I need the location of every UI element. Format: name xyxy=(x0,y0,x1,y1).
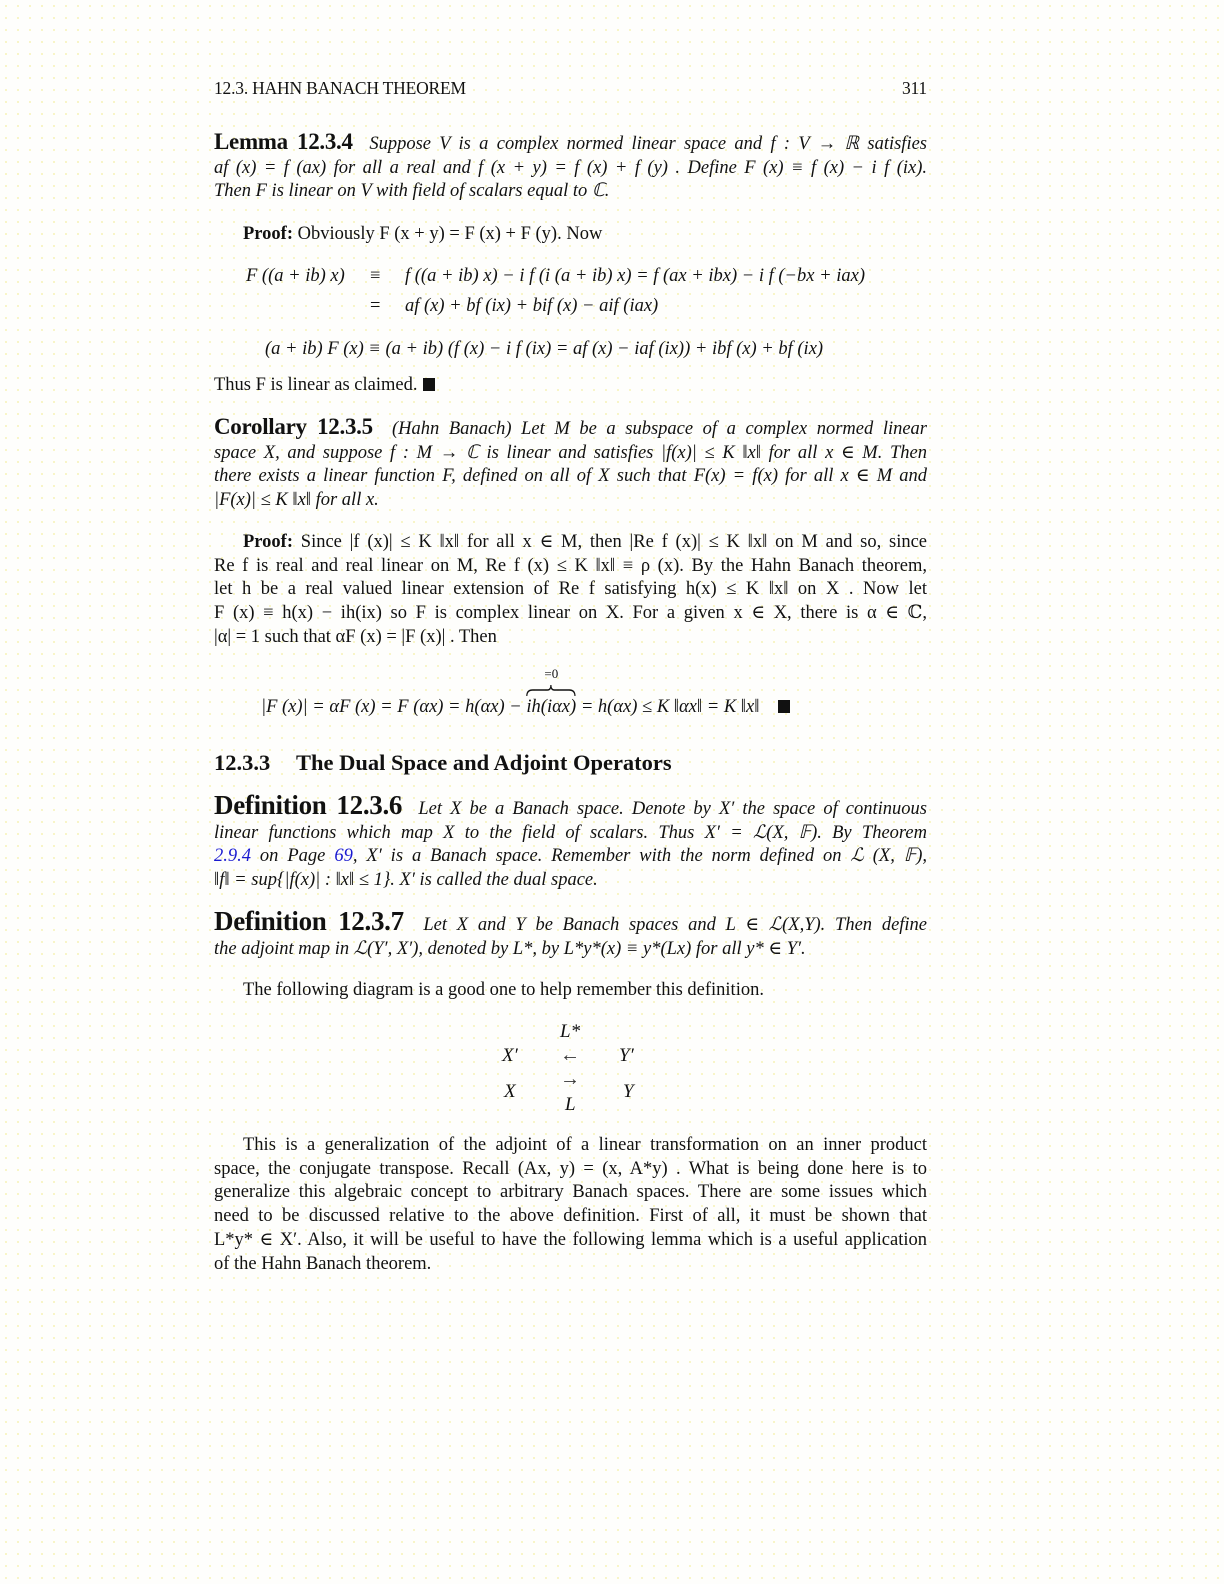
eq-final xyxy=(261,666,790,718)
corollary-line-3: there exists a linear function F, defined on all of X such that F(x) = f(x) for all x ∈ M and xyxy=(214,466,927,487)
eq3: (a + ib) F (x) ≡ (a + ib) (f (x) − i f (ix) = af (x) − iaf (ix)) + ibf (x) + bf (ix) xyxy=(265,339,824,359)
running-head-title: 12.3. HAHN BANACH THEOREM xyxy=(214,78,466,98)
proof-2-line-2: Re f is real and real linear on M, Re f (x) ≤ K ‖x‖ ≡ ρ (x). By the Hahn Banach theorem, xyxy=(214,555,927,576)
proof-2 xyxy=(214,531,927,650)
closing-line-4: need to be discussed relative to the above definition. First of all, it must be shown that xyxy=(214,1206,927,1227)
definition-7-line-1: Let X and Y be Banach spaces and L ∈ ℒ(X,Y). Then define xyxy=(423,915,928,935)
lemma-line-3: Then F is linear on V with field of scalars equal to ℂ. xyxy=(214,181,610,202)
section-title: The Dual Space and Adjoint Operators xyxy=(296,750,672,775)
proof-2-line-5: |α| = 1 such that αF (x) = |F (x)| . Then xyxy=(214,626,497,647)
overbrace-icon xyxy=(526,685,576,697)
definition-6-line-4: ‖f‖ = sup{|f(x)| : ‖x‖ ≤ 1}. X′ is called the dual space. xyxy=(214,870,598,891)
lemma-heading: Lemma 12.3.4 xyxy=(214,129,353,154)
proof-1-conclusion xyxy=(214,374,927,398)
definition-6-line-3-b: , X′ is a Banach space. Remember with the norm defined on ℒ (X, 𝔽), xyxy=(352,846,927,867)
section-heading xyxy=(214,750,672,776)
definition-7-heading: Definition 12.3.7 xyxy=(214,906,404,936)
eq1-relation: ≡ xyxy=(370,266,381,286)
corollary-line-1: (Hahn Banach) Let M be a subspace of a complex normed linear xyxy=(392,419,928,439)
brace-label: =0 xyxy=(544,666,559,681)
diagram-top-label: L* xyxy=(560,1021,581,1042)
definition-12-3-7 xyxy=(214,906,928,961)
conclusion-text: Thus F is linear as claimed. xyxy=(214,375,418,395)
closing-line-6: of the Hahn Banach theorem. xyxy=(214,1253,432,1274)
corollary-12-3-5 xyxy=(214,415,927,513)
eq2-relation: = xyxy=(370,296,381,316)
braced-term xyxy=(526,666,577,718)
section-number: 12.3.3 xyxy=(214,750,271,775)
diagram-bottom-label: L xyxy=(565,1094,576,1115)
page-number: 311 xyxy=(901,78,927,98)
definition-12-3-6 xyxy=(214,790,928,893)
closing-line-2: space, the conjugate transpose. Recall (Ax, y) = (x, A*y) . What is being done here is to xyxy=(214,1158,927,1179)
proof-2-label: Proof: xyxy=(243,532,293,552)
left-arrow-icon: ← xyxy=(560,1044,580,1066)
qed-square-icon xyxy=(778,700,790,713)
definition-6-line-3-a: on Page xyxy=(251,846,335,867)
proof-2-line-1: Since |f (x)| ≤ K ‖x‖ for all x ∈ M, then |Re f (x)| ≤ K ‖x‖ on M and so, since xyxy=(300,532,928,552)
proof-1-text: Obviously F (x + y) = F (x) + F (y). Now xyxy=(297,224,603,244)
eq-final-part-1: |F (x)| = αF (x) = F (αx) = h(αx) − xyxy=(261,697,527,717)
diagram-intro: The following diagram is a good one to help remember this definition. xyxy=(243,980,764,1000)
closing-paragraph xyxy=(214,1134,927,1276)
eq1-lhs: F ((a + ib) x) xyxy=(246,266,345,286)
definition-6-line-1: Let X be a Banach space. Denote by X′ the space of continuous xyxy=(418,799,928,819)
diagram-x-prime: X′ xyxy=(502,1045,518,1066)
closing-line-5: L*y* ∈ X′. Also, it will be useful to have the following lemma which is a useful application xyxy=(214,1229,927,1250)
definition-6-line-2: linear functions which map X to the field of scalars. Thus X′ = ℒ(X, 𝔽). By Theorem xyxy=(214,822,927,843)
diagram-y-prime: Y′ xyxy=(619,1045,634,1066)
closing-line-3: generalize this algebraic concept to arbitrary Banach spaces. There are some issues which xyxy=(214,1182,927,1203)
right-arrow-icon: → xyxy=(560,1068,580,1090)
eq-final-part-2: = h(αx) ≤ K ‖αx‖ = K ‖x‖ xyxy=(576,697,760,717)
diagram-x: X xyxy=(504,1081,516,1102)
definition-6-heading: Definition 12.3.6 xyxy=(214,790,403,820)
lemma-line-2: af (x) = f (ax) for all a real and f (x + y) = f (x) + f (y) . Define F (x) ≡ f (x) − i f (ix). xyxy=(214,157,927,178)
closing-line-1: This is a generalization of the adjoint of a linear transformation on an inner product xyxy=(243,1135,927,1155)
lemma-line-1: Suppose V is a complex normed linear space and f : V → ℝ satisfies xyxy=(369,134,927,154)
lemma-12-3-4 xyxy=(214,130,927,204)
definition-7-line-2: the adjoint map in ℒ(Y′, X′), denoted by L*, by L*y*(x) ≡ y*(Lx) for all y* ∈ Y′. xyxy=(214,938,806,959)
braced-expression: ih(iαx) xyxy=(526,697,577,717)
corollary-heading: Corollary 12.3.5 xyxy=(214,414,373,439)
corollary-line-4: |F(x)| ≤ K ‖x‖ for all x. xyxy=(214,490,379,511)
corollary-line-2: space X, and suppose f : M → ℂ is linear and satisfies |f(x)| ≤ K ‖x‖ for all x ∈ M. Then xyxy=(214,442,927,463)
eq2-rhs: af (x) + bf (ix) + bif (x) − aif (iax) xyxy=(405,296,659,316)
diagram-y: Y xyxy=(623,1081,634,1102)
eq1-rhs: f ((a + ib) x) − i f (i (a + ib) x) = f (ax + ibx) − i f (−bx + iax) xyxy=(405,266,865,286)
theorem-link[interactable]: 2.9.4 xyxy=(214,846,251,867)
definition-6-line-3 xyxy=(214,845,927,869)
proof-1-intro xyxy=(214,223,927,247)
page-link[interactable]: 69 xyxy=(334,846,353,867)
proof-label: Proof: xyxy=(243,224,293,244)
qed-square-icon xyxy=(423,378,435,391)
proof-2-line-3: let h be a real valued linear extension of Re f satisfying h(x) ≤ K ‖x‖ on X . Now let xyxy=(214,579,927,600)
proof-2-line-4: F (x) ≡ h(x) − ih(ix) so F is complex linear on X. For a given x ∈ X, there is α ∈ ℂ, xyxy=(214,603,927,624)
